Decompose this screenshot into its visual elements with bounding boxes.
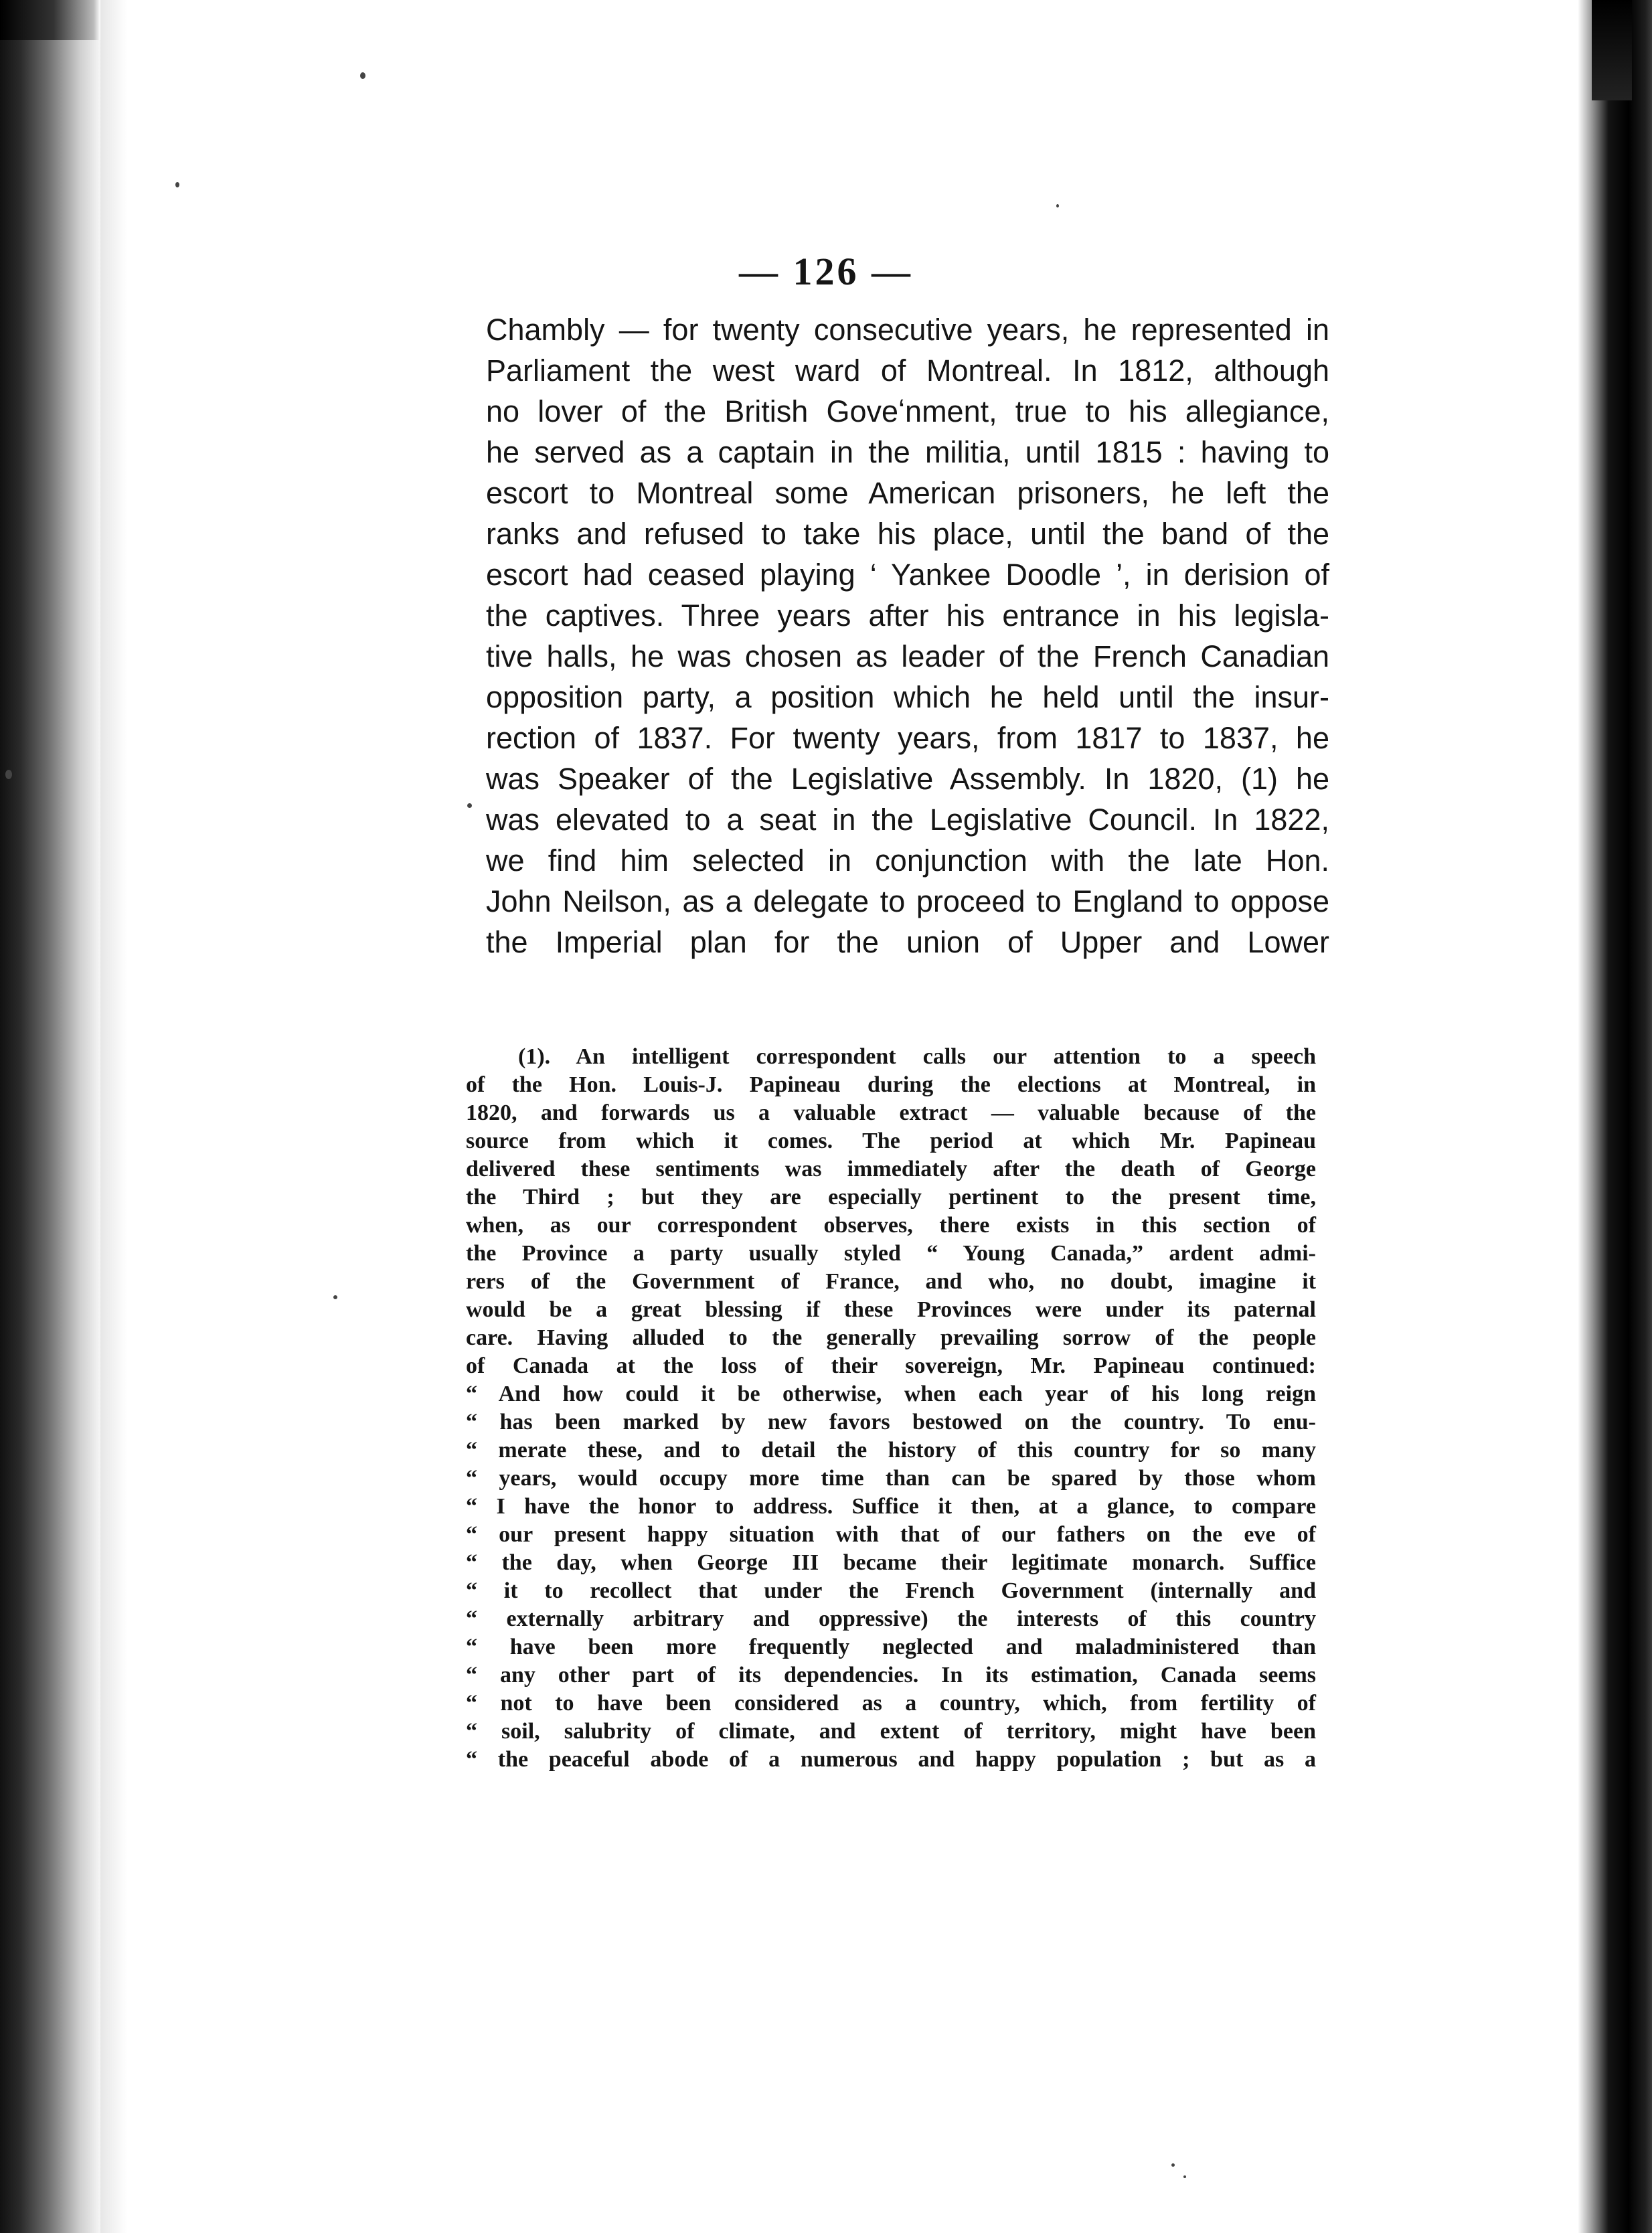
- scan-speck: [1056, 204, 1059, 208]
- page-leaf-shadow: [100, 0, 127, 2233]
- footnote-line: when, as our correspondent observes, there exists in this section of: [466, 1213, 1316, 1238]
- body-line: Parliament the west ward of Montreal. In 1812, although: [486, 353, 1329, 388]
- footnote-line: of Canada at the loss of their sovereign, Mr. Papineau continued:: [466, 1353, 1316, 1378]
- body-line: tive halls, he was chosen as leader of the French Canadian: [486, 639, 1329, 673]
- body-line: he served as a captain in the militia, until 1815 : having to: [486, 435, 1329, 469]
- footnote-line: “ the day, when George III became their legitimate monarch. Suffice: [466, 1550, 1316, 1575]
- footnote-line: the Third ; but they are especially pertinent to the present time,: [466, 1185, 1316, 1210]
- page-number: — 126 —: [739, 250, 913, 293]
- footnote: [466, 1043, 1316, 1774]
- body-line: escort to Montreal some American prisoners, he left the: [486, 476, 1329, 510]
- footnote-line: “ I have the honor to address. Suffice it then, at a glance, to compare: [466, 1494, 1316, 1519]
- scan-speck: [175, 182, 179, 187]
- scan-speck: [360, 72, 365, 79]
- footnote-line: of the Hon. Louis-J. Papineau during the elections at Montreal, in: [466, 1072, 1316, 1097]
- footnote-line: “ not to have been considered as a country, which, from fertility of: [466, 1691, 1316, 1716]
- body-line: was elevated to a seat in the Legislative Council. In 1822,: [486, 803, 1329, 837]
- footnote-line: “ our present happy situation with that of our fathers on the eve of: [466, 1522, 1316, 1547]
- body-line: no lover of the British Goveʻnment, true to his allegiance,: [486, 394, 1329, 428]
- body-line: escort had ceased playing ‘ Yankee Doodle ’, in derision of: [486, 558, 1329, 592]
- footnote-line: “ it to recollect that under the French Government (internally and: [466, 1578, 1316, 1603]
- body-line: opposition party, a position which he held until the insur-: [486, 680, 1329, 714]
- footnote-line: “ merate these, and to detail the history of this country for so many: [466, 1438, 1316, 1463]
- scan-speck: [1183, 2175, 1186, 2178]
- body-line: the captives. Three years after his entrance in his legisla-: [486, 598, 1329, 633]
- footnote-line: would be a great blessing if these Provinces were under its paternal: [466, 1297, 1316, 1322]
- footnote-line: rers of the Government of France, and who, no doubt, imagine it: [466, 1269, 1316, 1294]
- footnote-line: “ have been more frequently neglected and maladministered than: [466, 1635, 1316, 1659]
- body-line: John Neilson, as a delegate to proceed to England to oppose: [486, 884, 1329, 918]
- body-paragraph: [486, 309, 1329, 963]
- footnote-line: delivered these sentiments was immediately after the death of George: [466, 1157, 1316, 1181]
- footnote-line: care. Having alluded to the generally prevailing sorrow of the people: [466, 1325, 1316, 1350]
- scan-speck: [467, 803, 472, 808]
- body-line: was Speaker of the Legislative Assembly. In 1820, (1) he: [486, 762, 1329, 796]
- footnote-line: the Province a party usually styled “ Young Canada,” ardent admi-: [466, 1241, 1316, 1266]
- scan-right-corner: [1592, 0, 1632, 100]
- body-line: Chambly — for twenty consecutive years, he represented in: [486, 313, 1329, 347]
- scan-left-edge: [0, 0, 100, 2233]
- body-line: rection of 1837. For twenty years, from 1817 to 1837, he: [486, 721, 1329, 755]
- footnote-line: 1820, and forwards us a valuable extract — valuable because of the: [466, 1100, 1316, 1125]
- footnote-line: “ has been marked by new favors bestowed on the country. To enu-: [466, 1410, 1316, 1434]
- scan-speck: [1171, 2163, 1175, 2167]
- footnote-line: “ externally arbitrary and oppressive) the interests of this country: [466, 1606, 1316, 1631]
- footnote-line: “ years, would occupy more time than can be spared by those whom: [466, 1466, 1316, 1491]
- body-line: ranks and refused to take his place, until the band of the: [486, 517, 1329, 551]
- footnote-line: “ soil, salubrity of climate, and extent of territory, might have been: [466, 1719, 1316, 1744]
- scan-speck: [333, 1295, 337, 1299]
- scan-right-edge: [1578, 0, 1652, 2233]
- scan-speck: [5, 770, 12, 779]
- footnote-line: “ any other part of its dependencies. In its estimation, Canada seems: [466, 1663, 1316, 1687]
- footnote-line: “ the peaceful abode of a numerous and happy population ; but as a: [466, 1747, 1316, 1772]
- footnote-line: (1). An intelligent correspondent calls our attention to a speech: [518, 1044, 1316, 1069]
- footnote-line: “ And how could it be otherwise, when each year of his long reign: [466, 1382, 1316, 1406]
- body-line: we find him selected in conjunction with the late Hon.: [486, 843, 1329, 878]
- scan-left-corner: [0, 0, 100, 40]
- body-line: the Imperial plan for the union of Upper and Lower: [486, 925, 1329, 959]
- footnote-line: source from which it comes. The period at which Mr. Papineau: [466, 1129, 1316, 1153]
